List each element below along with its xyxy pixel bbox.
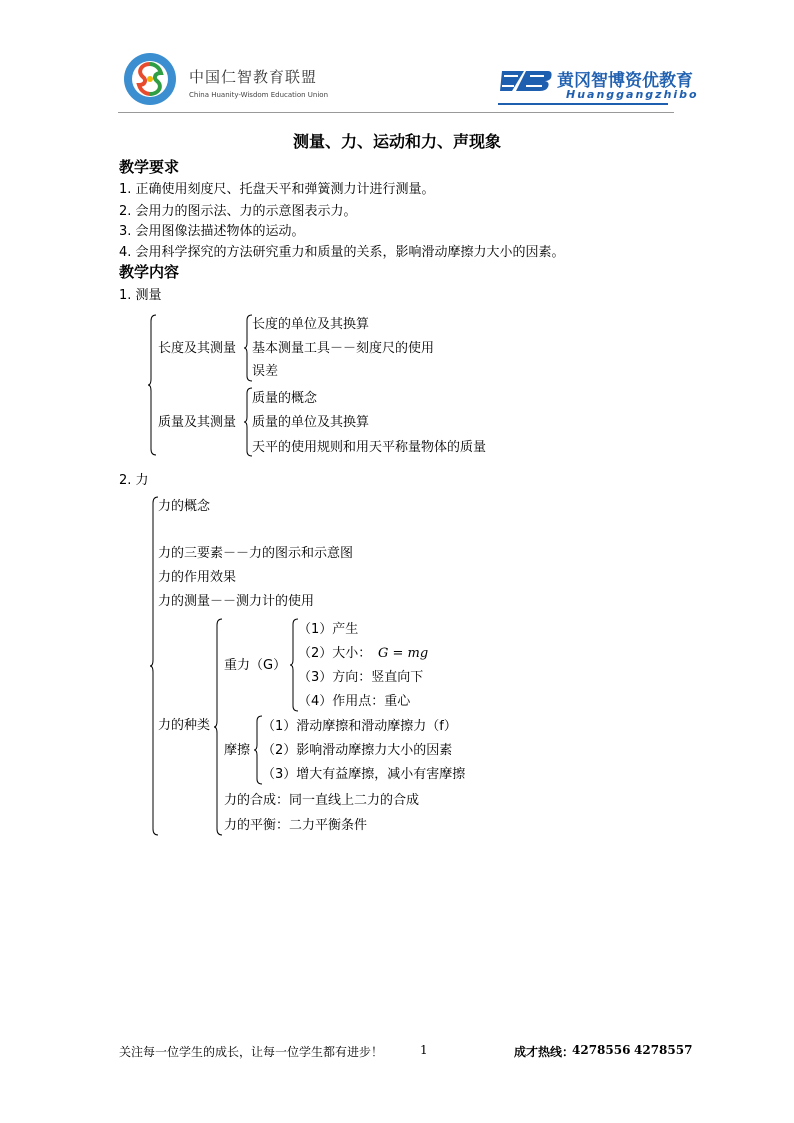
requirement-item: 1. 正确使用刻度尺、托盘天平和弹簧测力计进行测量。 xyxy=(119,182,435,197)
union-name-cn: 中国仁智教育联盟 xyxy=(189,68,318,86)
brace-force-kinds xyxy=(214,619,222,835)
length-label: 长度及其测量 xyxy=(158,341,237,356)
gravity-item: （2）大小： xyxy=(298,646,372,661)
section-measurement-title: 1. 测量 xyxy=(119,288,162,303)
mass-label: 质量及其测量 xyxy=(158,415,237,430)
friction-item: （3）增大有益摩擦，减小有害摩擦 xyxy=(262,767,466,782)
mass-item: 质量的单位及其换算 xyxy=(252,415,370,430)
force-item: 力的作用效果 xyxy=(158,570,237,585)
union-name-en: China Huanity-Wisdom Education Union xyxy=(189,91,329,99)
hotline-phone: 4278556 xyxy=(572,1043,631,1057)
gravity-formula: G = mg xyxy=(378,646,429,661)
mass-item: 天平的使用规则和用天平称量物体的质量 xyxy=(252,440,487,455)
requirement-item: 2. 会用力的图示法、力的示意图表示力。 xyxy=(119,204,357,219)
force-balance: 力的平衡：二力平衡条件 xyxy=(224,818,368,833)
force-kinds-label: 力的种类 xyxy=(158,718,211,733)
zhibo-name-cn: 黄冈智博资优教育 xyxy=(557,71,693,91)
footer-slogan: 关注每一位学生的成长，让每一位学生都有进步！ xyxy=(119,1045,384,1059)
zhibo-logo-icon xyxy=(498,68,554,94)
requirement-item: 4. 会用科学探究的方法研究重力和质量的关系，影响滑动摩擦力大小的因素。 xyxy=(119,245,565,260)
friction-item: （2）影响滑动摩擦力大小的因素 xyxy=(262,743,453,758)
header-rule xyxy=(498,103,668,105)
content-heading: 教学内容 xyxy=(119,263,180,281)
hotline-label: 成才热线： xyxy=(514,1045,575,1059)
page-number: 1 xyxy=(420,1043,428,1057)
mass-item: 质量的概念 xyxy=(252,391,318,406)
friction-label: 摩擦 xyxy=(224,743,251,758)
section-force-title: 2. 力 xyxy=(119,473,149,488)
brace-force xyxy=(150,497,158,835)
brace-mass xyxy=(244,388,252,456)
gravity-item: （1）产生 xyxy=(298,622,359,637)
union-logo-icon xyxy=(123,52,177,106)
brace-gravity xyxy=(290,619,298,711)
brace-measurement xyxy=(148,315,156,455)
length-item: 长度的单位及其换算 xyxy=(252,317,370,332)
friction-item: （1）滑动摩擦和滑动摩擦力（f） xyxy=(262,719,457,734)
page-title: 测量、力、运动和力、声现象 xyxy=(292,132,501,151)
length-item: 基本测量工具－－刻度尺的使用 xyxy=(252,341,435,356)
length-item: 误差 xyxy=(252,364,279,379)
gravity-label: 重力（G） xyxy=(224,658,287,673)
requirement-item: 3. 会用图像法描述物体的运动。 xyxy=(119,224,305,239)
force-item: 力的三要素－－力的图示和示意图 xyxy=(158,546,354,561)
hotline-phone: 4278557 xyxy=(634,1043,693,1057)
gravity-item: （3）方向：竖直向下 xyxy=(298,670,424,685)
zhibo-name-en: Huanggangzhibo xyxy=(566,88,699,101)
brace-length xyxy=(244,315,252,381)
header-divider xyxy=(118,112,674,113)
gravity-item: （4）作用点：重心 xyxy=(298,694,411,709)
force-item: 力的测量－－测力计的使用 xyxy=(158,594,315,609)
requirements-heading: 教学要求 xyxy=(119,158,180,176)
force-composition: 力的合成：同一直线上二力的合成 xyxy=(224,793,420,808)
force-item: 力的概念 xyxy=(158,499,211,514)
brace-friction xyxy=(254,716,262,784)
